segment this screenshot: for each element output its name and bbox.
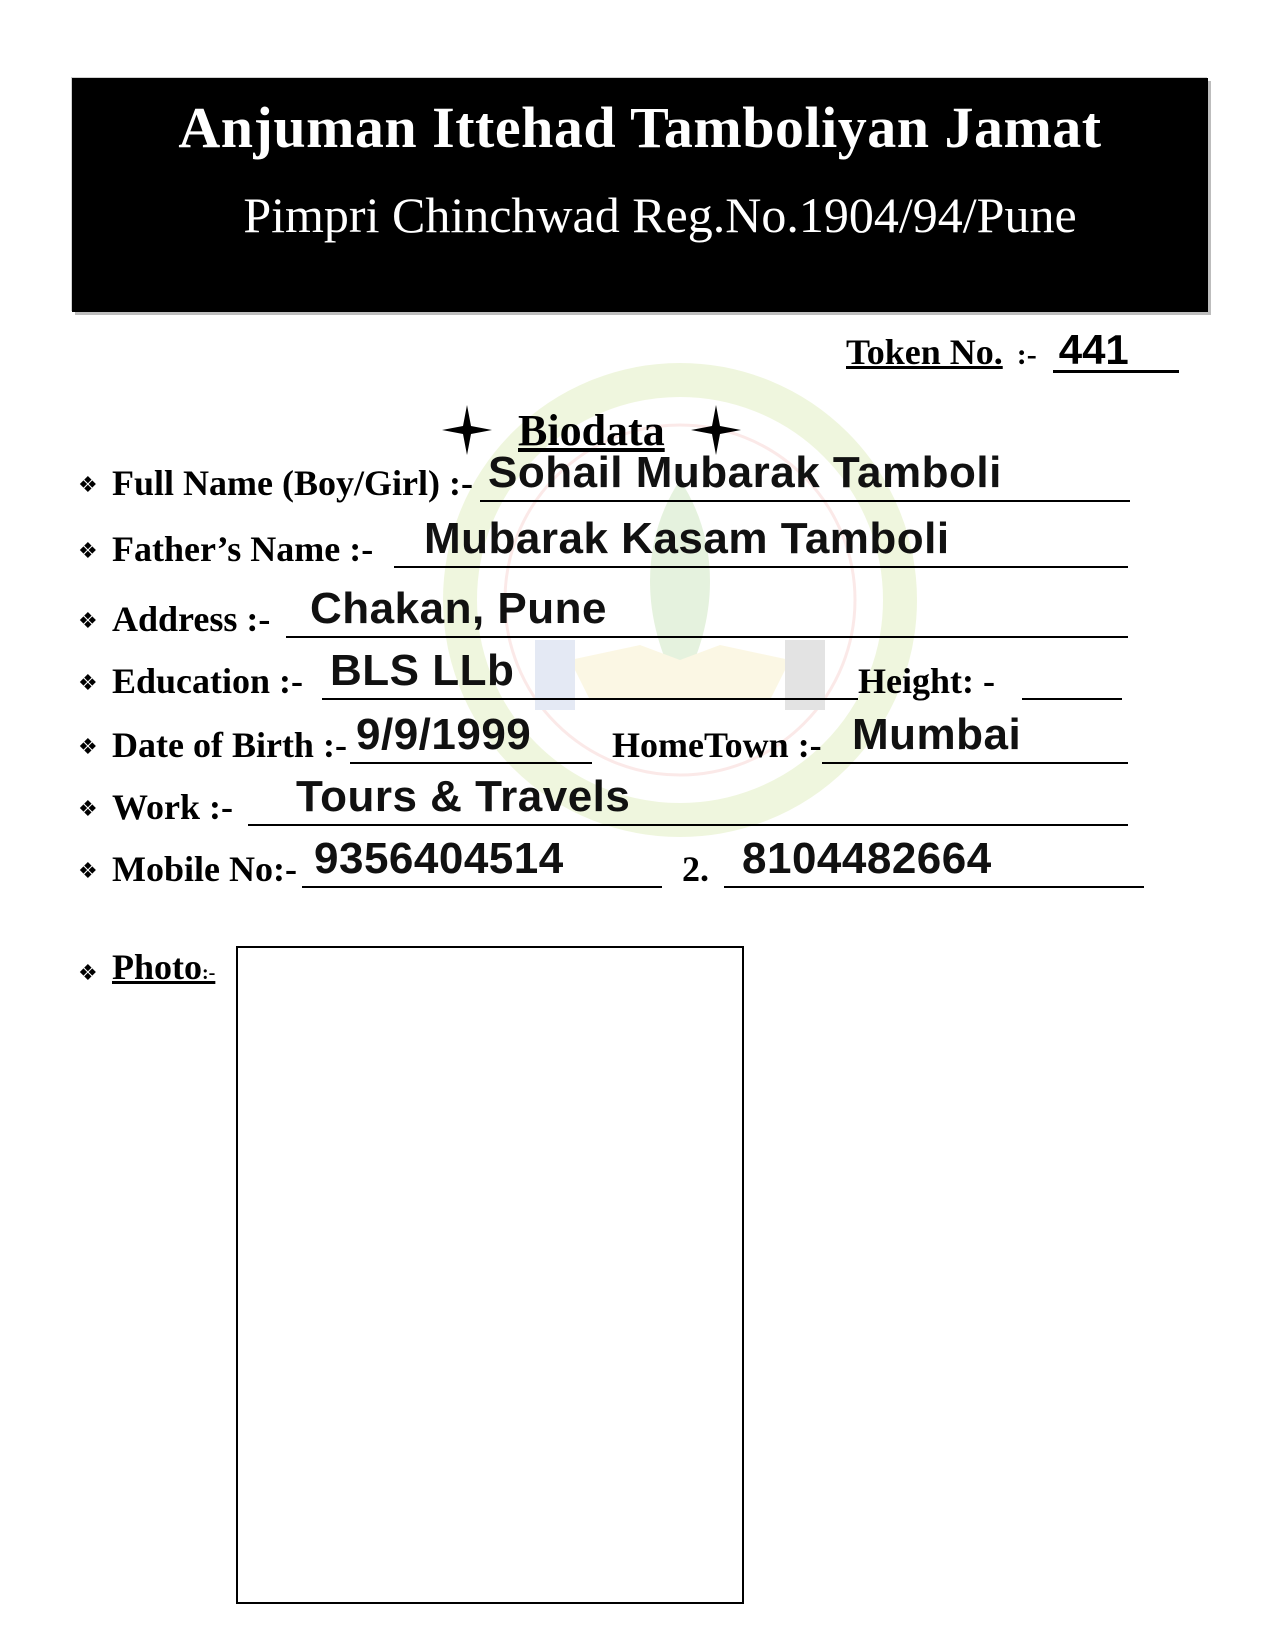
organization-title: Anjuman Ittehad Tamboliyan Jamat xyxy=(178,95,1102,160)
token-number xyxy=(846,326,1179,373)
father-name-label: Father’s Name :- xyxy=(112,529,374,569)
hometown-line xyxy=(822,762,1128,764)
dob-label: Date of Birth :- xyxy=(112,725,347,765)
address-line xyxy=(286,636,1128,638)
father-name-line xyxy=(394,566,1128,568)
mobile-value: 9356404514 xyxy=(314,834,564,883)
field-education xyxy=(78,646,1138,702)
education-value: BLS LLb xyxy=(330,646,515,695)
photo-box xyxy=(236,946,744,1604)
dob-value: 9/9/1999 xyxy=(356,710,532,759)
diamond-bullet-icon: ❖ xyxy=(78,858,98,883)
work-label: Work :- xyxy=(112,787,233,827)
field-mobile xyxy=(78,834,1144,890)
address-value: Chakan, Pune xyxy=(310,584,607,633)
mobile-line xyxy=(302,886,662,888)
diamond-bullet-icon: ❖ xyxy=(78,670,98,695)
mobile-label: Mobile No:- xyxy=(112,849,297,889)
token-value: 441 xyxy=(1053,330,1179,373)
section-title: Biodata xyxy=(518,405,665,455)
education-line xyxy=(322,698,858,700)
address-label: Address :- xyxy=(112,599,271,639)
token-label: Token No. xyxy=(846,332,1003,372)
education-label: Education :- xyxy=(112,661,304,701)
organization-subtitle: Pimpri Chinchwad Reg.No.1904/94/Pune xyxy=(243,187,1077,243)
hometown-value: Mumbai xyxy=(852,710,1022,759)
mobile2-line xyxy=(724,886,1144,888)
field-dob xyxy=(78,710,1138,766)
work-value: Tours & Travels xyxy=(296,772,631,821)
field-full-name xyxy=(78,448,1138,504)
full-name-value: Sohail Mubarak Tamboli xyxy=(488,448,1002,497)
full-name-label: Full Name (Boy/Girl) :- xyxy=(112,463,473,503)
token-separator: :- xyxy=(1016,338,1037,371)
diamond-bullet-icon: ❖ xyxy=(78,608,98,633)
field-work xyxy=(78,772,1138,828)
height-line xyxy=(1022,698,1122,700)
diamond-bullet-icon: ❖ xyxy=(78,734,98,759)
father-name-value: Mubarak Kasam Tamboli xyxy=(424,514,950,563)
height-label: Height: - xyxy=(858,661,995,701)
mobile2-label: 2. xyxy=(682,849,709,889)
mobile2-value: 8104482664 xyxy=(742,834,992,883)
diamond-bullet-icon: ❖ xyxy=(78,472,98,497)
diamond-bullet-icon: ❖ xyxy=(78,960,98,985)
photo-label: Photo:- xyxy=(112,947,216,987)
header-banner xyxy=(72,78,1208,312)
work-line xyxy=(248,824,1128,826)
diamond-bullet-icon: ❖ xyxy=(78,538,98,563)
dob-line xyxy=(350,762,592,764)
hometown-label: HomeTown :- xyxy=(612,725,822,765)
full-name-line xyxy=(480,500,1130,502)
field-father-name xyxy=(78,514,1138,570)
field-address xyxy=(78,584,1138,640)
diamond-bullet-icon: ❖ xyxy=(78,796,98,821)
